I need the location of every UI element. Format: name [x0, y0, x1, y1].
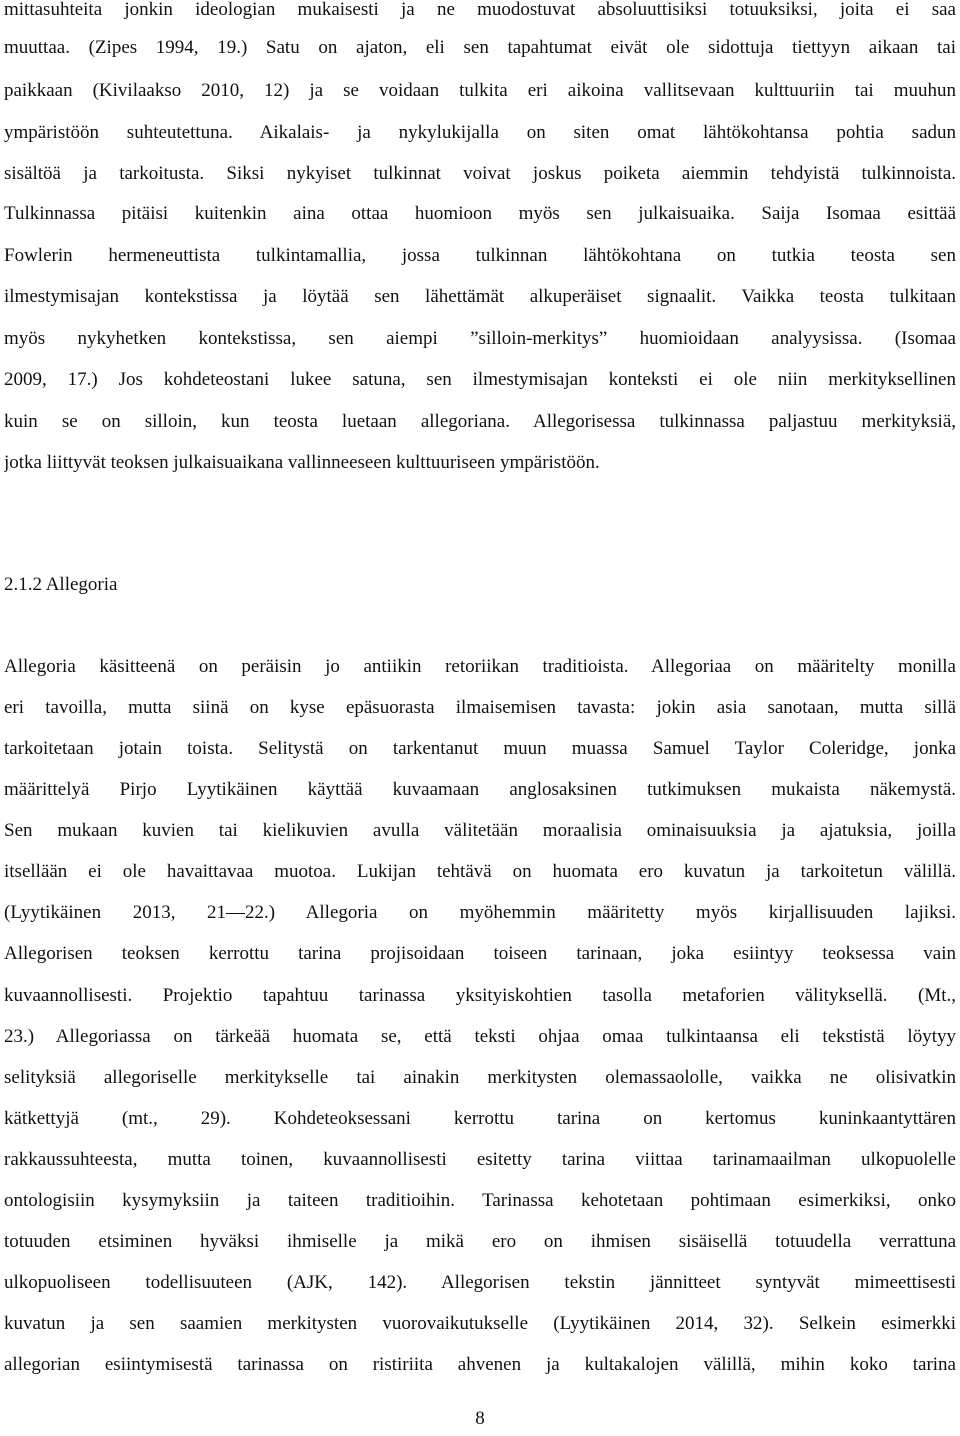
text-line: itsellään ei ole havaittavaa muotoa. Lukijan tehtävä on huomata ero kuvatun ja tarkoitetun välillä. [4, 861, 956, 882]
text-line: 2009, 17.) Jos kohdeteostani lukee satuna, sen ilmestymisajan konteksti ei ole niin merkityksellinen [4, 369, 956, 390]
text-line: ilmestymisajan kontekstissa ja löytää sen lähettämät alkuperäiset signaalit. Vaikka teosta tulkitaan [4, 286, 956, 307]
text-line: (Lyytikäinen 2013, 21—22.) Allegoria on myöhemmin määritetty myös kirjallisuuden lajiksi. [4, 902, 956, 923]
text-line: kätkettyjä (mt., 29). Kohdeteoksessani kerrottu tarina on kertomus kuninkaantyttären [4, 1108, 956, 1129]
text-line: totuuden etsiminen hyväksi ihmiselle ja mikä ero on ihmisen sisäisellä totuudella verrattuna [4, 1231, 956, 1252]
section-heading: 2.1.2 Allegoria [4, 574, 118, 595]
text-line: Sen mukaan kuvien tai kielikuvien avulla välitetään moraalisia ominaisuuksia ja ajatuksia, joilla [4, 820, 956, 841]
text-line: kuin se on silloin, kun teosta luetaan allegoriana. Allegorisessa tulkinnassa paljastuu merkityksiä, [4, 411, 956, 432]
text-line: tarkoitetaan jotain toista. Selitystä on tarkentanut muun muassa Samuel Taylor Coleridge, jonka [4, 738, 956, 759]
text-line: kuvatun ja sen saamien merkitysten vuorovaikutukselle (Lyytikäinen 2014, 32). Selkein esimerkki [4, 1313, 956, 1334]
text-line: eri tavoilla, mutta siinä on kyse epäsuorasta ilmaisemisen tavasta: jokin asia sanotaan, mutta sillä [4, 697, 956, 718]
text-line: myös nykyhetken kontekstissa, sen aiempi ”silloin-merkitys” huomioidaan analyysissa. (Isomaa [4, 328, 956, 349]
text-line: selityksiä allegoriselle merkitykselle tai ainakin merkitysten olemassaololle, vaikka ne olisivatkin [4, 1067, 956, 1088]
text-line: Tulkinnassa pitäisi kuitenkin aina ottaa huomioon myös sen julkaisuaika. Saija Isomaa esittää [4, 203, 956, 224]
text-line: Fowlerin hermeneuttista tulkintamallia, jossa tulkinnan lähtökohtana on tutkia teosta sen [4, 245, 956, 266]
text-line: kuvaannollisesti. Projektio tapahtuu tarinassa yksityiskohtien tasolla metaforien välityksellä. (Mt., [4, 985, 956, 1006]
text-line: muuttaa. (Zipes 1994, 19.) Satu on ajaton, eli sen tapahtumat eivät ole sidottuja tiettyyn aikaan tai [4, 37, 956, 58]
text-line: ulkopuoliseen todellisuuteen (AJK, 142). Allegorisen tekstin jännitteet syntyvät mimeettisesti [4, 1272, 956, 1293]
text-line: jotka liittyvät teoksen julkaisuaikana vallinneeseen kulttuuriseen ympäristöön. [4, 452, 600, 473]
text-line: määrittelyä Pirjo Lyytikäinen käyttää kuvaamaan anglosaksinen tutkimuksen mukaista näkemystä. [4, 779, 956, 800]
text-line: ympäristöön suhteutettuna. Aikalais- ja nykylukijalla on siten omat lähtökohtansa pohtia sadun [4, 122, 956, 143]
text-line: allegorian esiintymisestä tarinassa on ristiriita ahvenen ja kultakalojen välillä, mihin koko tarina [4, 1354, 956, 1375]
text-line: 23.) Allegoriassa on tärkeää huomata se, että teksti ohjaa omaa tulkintaansa eli tekstistä löytyy [4, 1026, 956, 1047]
text-line: Allegoria käsitteenä on peräisin jo antiikin retoriikan traditioista. Allegoriaa on määritelty monilla [4, 656, 956, 677]
text-line: rakkaussuhteesta, mutta toinen, kuvaannollisesti esitetty tarina viittaa tarinamaailman ulkopuolelle [4, 1149, 956, 1170]
text-line: Allegorisen teoksen kerrottu tarina projisoidaan toiseen tarinaan, joka esiintyy teoksessa vain [4, 943, 956, 964]
text-line: paikkaan (Kivilaakso 2010, 12) ja se voidaan tulkita eri aikoina vallitsevaan kulttuuriin tai muuhun [4, 80, 956, 101]
text-line: ontologisiin kysymyksiin ja taiteen traditioihin. Tarinassa kehotetaan pohtimaan esimerkiksi, onko [4, 1190, 956, 1211]
text-line: mittasuhteita jonkin ideologian mukaisesti ja ne muodostuvat absoluuttisiksi totuuksiksi, joita ei saa [4, 0, 956, 20]
page-number: 8 [475, 1408, 485, 1429]
text-line: sisältöä ja tarkoitusta. Siksi nykyiset tulkinnat voivat joskus poiketa aiemmin tehdyistä tulkinnoista. [4, 163, 956, 184]
